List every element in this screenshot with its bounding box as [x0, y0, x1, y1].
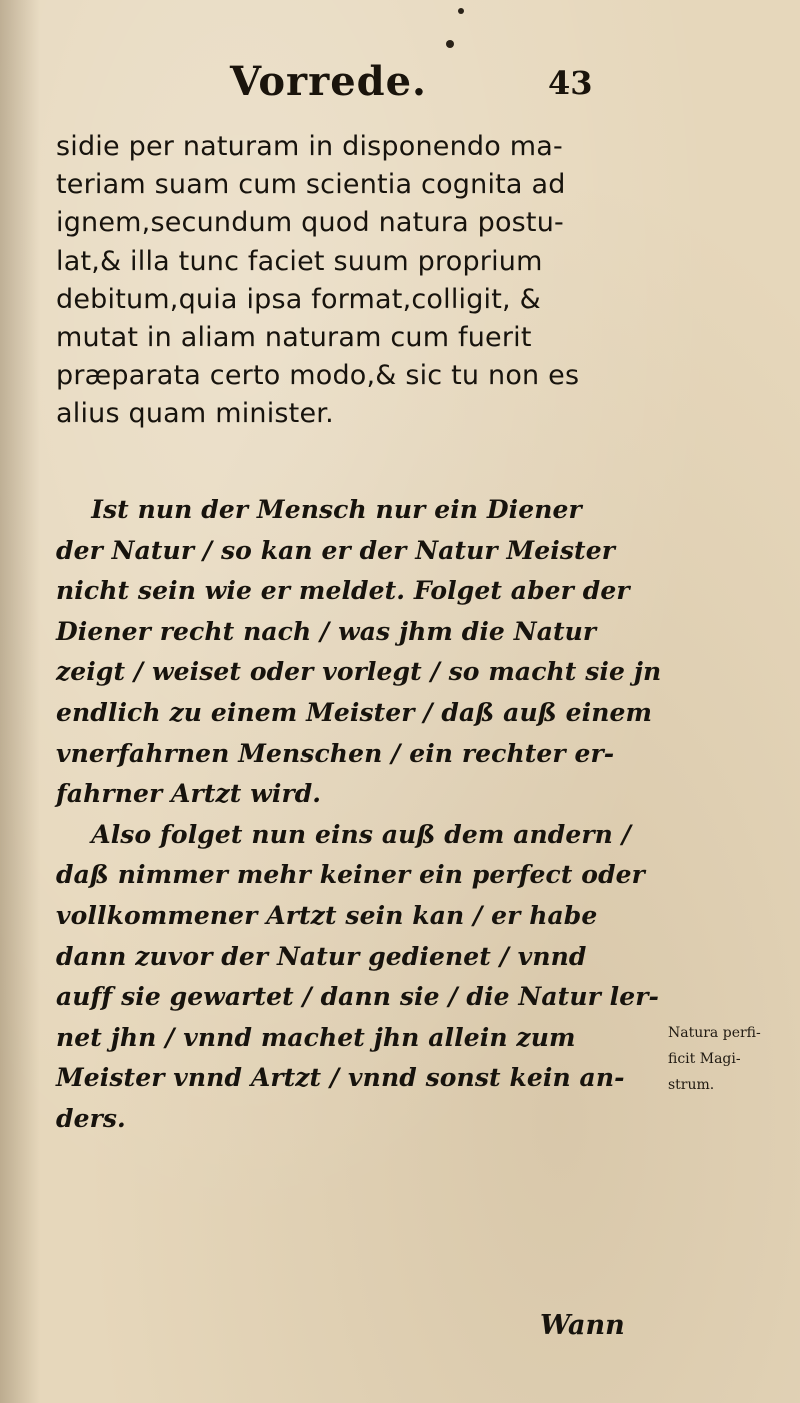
- text-line: daß nimmer mehr keiner ein perfect oder: [56, 860, 645, 890]
- catchword: Wann: [540, 1310, 625, 1341]
- text-line: nicht sein wie er meldet. Folget aber der: [56, 576, 630, 606]
- text-line: fahrner Artzt wird.: [56, 779, 322, 809]
- text-line: endlich zu einem Meister / daß auß einem: [56, 697, 653, 727]
- page-header: [0, 58, 800, 118]
- text-line: alius quam minister.: [56, 398, 334, 430]
- latin-paragraph: [56, 128, 776, 434]
- text-line: zeigt / weiset oder vorlegt / so macht sie jn: [56, 657, 662, 687]
- page-number: 43: [548, 64, 593, 102]
- text-line: Diener recht nach / was jhm die Natur: [56, 616, 597, 646]
- text-line: lat,& illa tunc faciet suum proprium: [56, 245, 543, 277]
- text-line: Meister vnnd Artzt / vnnd sonst kein an-: [56, 1063, 625, 1093]
- text-line: vollkommener Artzt sein kan / er habe: [56, 900, 598, 930]
- text-line: auff sie gewartet / dann sie / die Natur ler-: [56, 982, 660, 1012]
- text-line: Ist nun der Mensch nur ein Diener: [56, 495, 582, 524]
- text-line: debitum,quia ipsa format,colligit, &: [56, 283, 541, 315]
- ink-speck: [458, 8, 464, 14]
- german-paragraphs: [56, 490, 662, 1140]
- margin-note-line: strum.: [668, 1077, 715, 1093]
- text-line: ignem,secundum quod natura postu-: [56, 207, 564, 239]
- text-line: der Natur / so kan er der Natur Meister: [56, 535, 615, 565]
- text-line: mutat in aliam naturam cum fuerit: [56, 321, 532, 353]
- ink-speck: [446, 40, 454, 48]
- text-line: Also folget nun eins auß dem andern /: [56, 819, 631, 849]
- margin-note-line: ficit Magi-: [668, 1051, 741, 1067]
- text-line: vnerfahrnen Menschen / ein rechter er-: [56, 738, 615, 768]
- text-line: teriam suam cum scientia cognita ad: [56, 169, 566, 201]
- text-line: ders.: [56, 1103, 126, 1133]
- running-head: Vorrede.: [230, 58, 427, 105]
- page-gutter-shadow: [0, 0, 40, 1403]
- text-line: præparata certo modo,& sic tu non es: [56, 360, 580, 392]
- marginal-note: [668, 1020, 798, 1098]
- text-line: net jhn / vnnd machet jhn allein zum: [56, 1022, 576, 1052]
- text-line: sidie per naturam in disponendo ma-: [56, 131, 563, 162]
- margin-note-line: Natura perfi-: [668, 1025, 761, 1041]
- text-line: dann zuvor der Natur gedienet / vnnd: [56, 941, 587, 971]
